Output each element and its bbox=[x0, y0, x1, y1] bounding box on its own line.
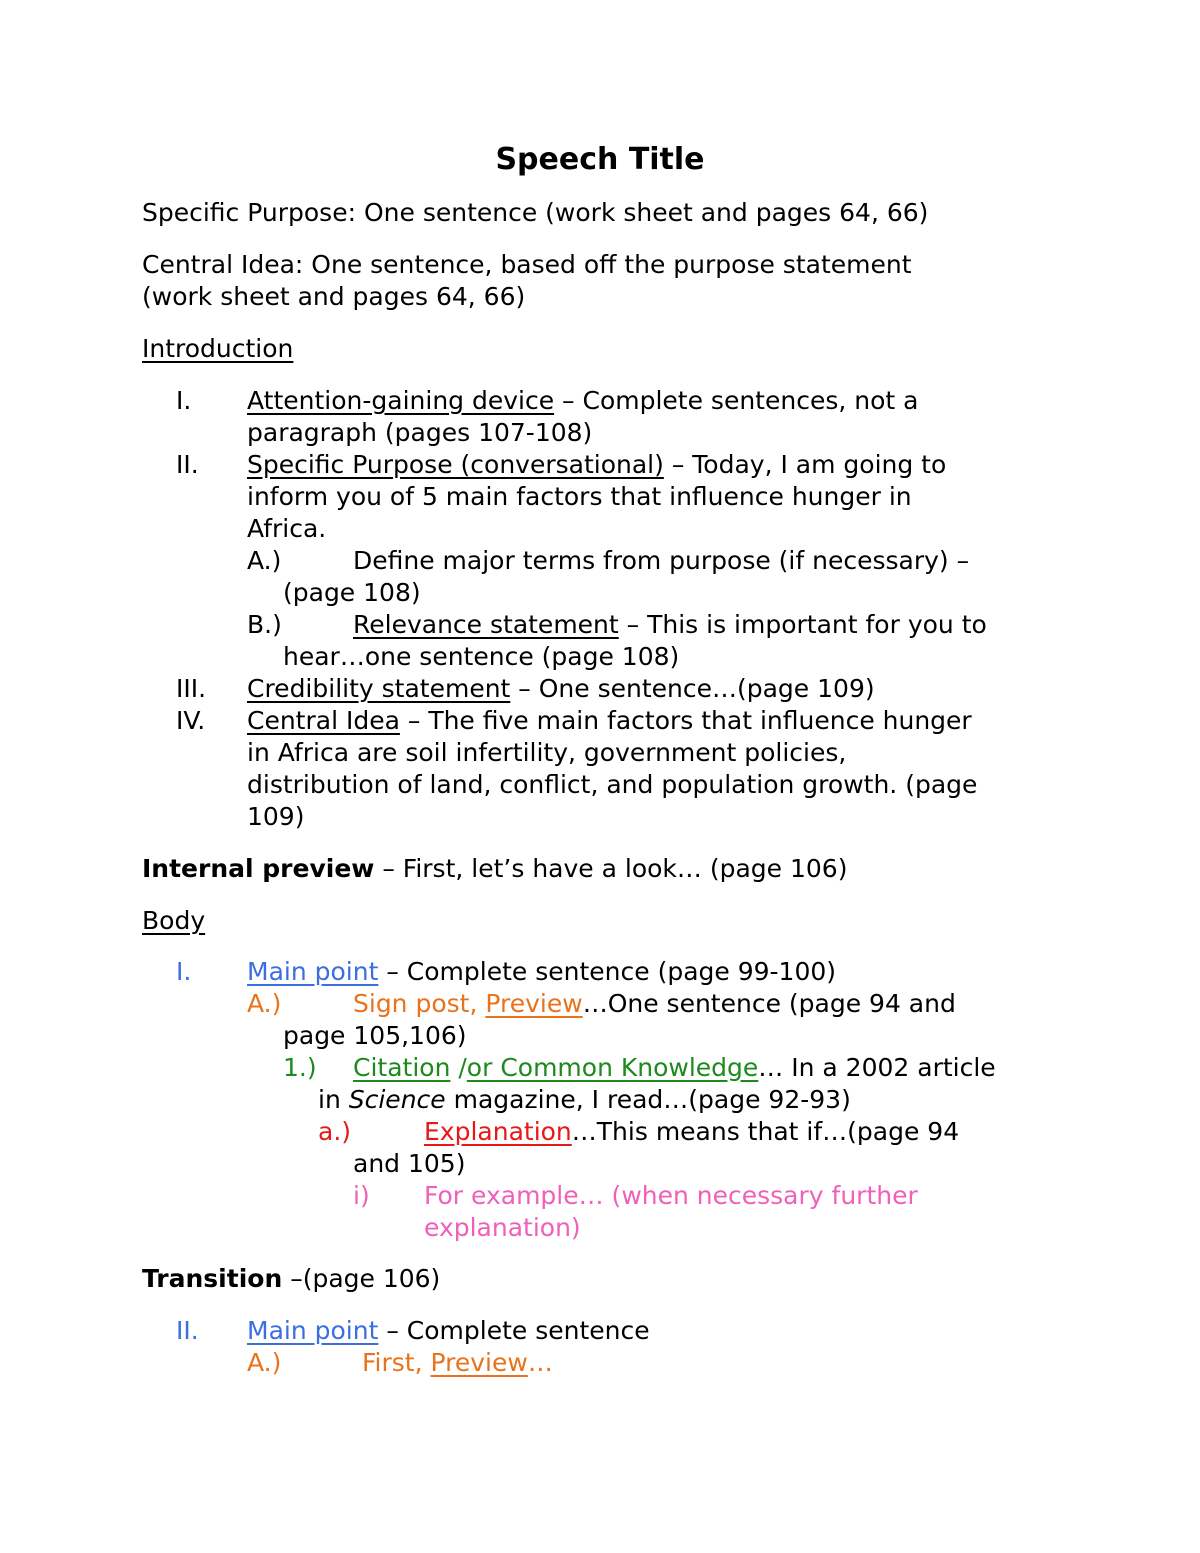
internal-preview-line bbox=[142, 853, 847, 885]
intro-a-number: A.) bbox=[247, 546, 282, 575]
main-point-term-2: Main point bbox=[247, 1316, 379, 1345]
specific-purpose-line bbox=[142, 197, 928, 229]
intro-ii-line-3: Africa. bbox=[247, 514, 327, 543]
common-knowledge-term: or Common Knowledge bbox=[466, 1053, 759, 1082]
introduction-heading: Introduction bbox=[142, 334, 294, 363]
credibility-statement-term: Credibility statement bbox=[247, 674, 511, 703]
body-sub-a-line-2: and 105) bbox=[353, 1149, 466, 1178]
body-sub-a-text: …This means that if…(page 94 bbox=[571, 1117, 960, 1146]
example-line-2: explanation) bbox=[424, 1213, 581, 1242]
intro-iii-number: III. bbox=[176, 674, 207, 703]
attention-device-term: Attention-gaining device bbox=[247, 386, 555, 415]
body-i-roman-number: i) bbox=[353, 1181, 370, 1210]
explanation-term: Explanation bbox=[424, 1117, 572, 1146]
body-1-text: … In a 2002 article bbox=[758, 1053, 996, 1082]
specific-purpose-label: Specific Purpose: bbox=[142, 198, 357, 227]
intro-iv-line bbox=[247, 705, 972, 737]
example-line: For example… (when necessary further bbox=[424, 1181, 918, 1210]
preview-term: Preview bbox=[485, 989, 583, 1018]
science-title: Science bbox=[348, 1085, 446, 1114]
relevance-statement-term: Relevance statement bbox=[353, 610, 619, 639]
body2-a-line bbox=[362, 1347, 553, 1379]
body-sub-a-line bbox=[424, 1116, 959, 1148]
intro-i-line bbox=[247, 385, 918, 417]
preview-term-2: Preview bbox=[430, 1348, 528, 1377]
body-1-line bbox=[353, 1052, 996, 1084]
intro-i-line-2: paragraph (pages 107-108) bbox=[247, 418, 593, 447]
transition-text: –(page 106) bbox=[282, 1264, 441, 1293]
sign-post-text: Sign post, bbox=[353, 989, 486, 1018]
body-ii-text: – Complete sentence bbox=[378, 1316, 650, 1345]
intro-ii-line bbox=[247, 449, 946, 481]
intro-b-line-2: hear…one sentence (page 108) bbox=[283, 642, 680, 671]
central-idea-label: Central Idea: bbox=[142, 250, 304, 279]
intro-iv-line-4: 109) bbox=[247, 802, 305, 831]
body-1-line-2 bbox=[318, 1084, 851, 1116]
intro-b-line bbox=[353, 609, 987, 641]
intro-ii-number: II. bbox=[176, 450, 199, 479]
intro-a-line: Define major terms from purpose (if necessary) – bbox=[353, 546, 970, 575]
transition-line bbox=[142, 1263, 440, 1295]
internal-preview-label: Internal preview bbox=[142, 854, 375, 883]
citation-slash: / bbox=[450, 1053, 467, 1082]
central-idea-text: One sentence, based off the purpose statement bbox=[303, 250, 912, 279]
intro-iv-line-2: in Africa are soil infertility, government policies, bbox=[247, 738, 847, 767]
transition-label: Transition bbox=[142, 1264, 283, 1293]
body-i-text: – Complete sentence (page 99-100) bbox=[378, 957, 837, 986]
central-idea-line-2: (work sheet and pages 64, 66) bbox=[142, 282, 526, 311]
intro-ii-text: – Today, I am going to bbox=[663, 450, 947, 479]
intro-b-text: – This is important for you to bbox=[618, 610, 987, 639]
body2-a-post: … bbox=[527, 1348, 553, 1377]
intro-iv-line-3: distribution of land, conflict, and population growth. (page bbox=[247, 770, 978, 799]
body-1-number: 1.) bbox=[283, 1053, 317, 1082]
body-a-text: …One sentence (page 94 and bbox=[582, 989, 956, 1018]
intro-ii-line-2: inform you of 5 main factors that influence hunger in bbox=[247, 482, 912, 511]
page-title: Speech Title bbox=[495, 142, 705, 177]
body-heading: Body bbox=[142, 906, 206, 935]
body-sub-a-number: a.) bbox=[318, 1117, 352, 1146]
body2-a-number: A.) bbox=[247, 1348, 282, 1377]
intro-iii-line bbox=[247, 673, 875, 705]
specific-purpose-term: Specific Purpose (conversational) bbox=[247, 450, 664, 479]
body-1-line-2-start: in bbox=[318, 1085, 349, 1114]
main-point-term: Main point bbox=[247, 957, 379, 986]
intro-iv-text: – The five main factors that influence hunger bbox=[399, 706, 972, 735]
intro-iii-text: – One sentence…(page 109) bbox=[510, 674, 875, 703]
specific-purpose-text: One sentence (work sheet and pages 64, 66) bbox=[356, 198, 929, 227]
body-1-line-2-end: magazine, I read…(page 92-93) bbox=[445, 1085, 851, 1114]
intro-b-number: B.) bbox=[247, 610, 282, 639]
citation-term: Citation bbox=[353, 1053, 451, 1082]
body-a-line-2: page 105,106) bbox=[283, 1021, 467, 1050]
central-idea-term: Central Idea bbox=[247, 706, 400, 735]
body-i-number: I. bbox=[176, 957, 192, 986]
intro-i-number: I. bbox=[176, 386, 192, 415]
intro-a-line-2: (page 108) bbox=[283, 578, 421, 607]
body-ii-line bbox=[247, 1315, 650, 1347]
body-a-number: A.) bbox=[247, 989, 282, 1018]
body-ii-number: II. bbox=[176, 1316, 199, 1345]
intro-iv-number: IV. bbox=[176, 706, 206, 735]
internal-preview-text: – First, let’s have a look… (page 106) bbox=[374, 854, 848, 883]
central-idea-line bbox=[142, 249, 912, 281]
body-i-line bbox=[247, 956, 836, 988]
intro-i-text: – Complete sentences, not a bbox=[554, 386, 919, 415]
body2-a-pre: First, bbox=[362, 1348, 431, 1377]
body-a-line bbox=[353, 988, 956, 1020]
